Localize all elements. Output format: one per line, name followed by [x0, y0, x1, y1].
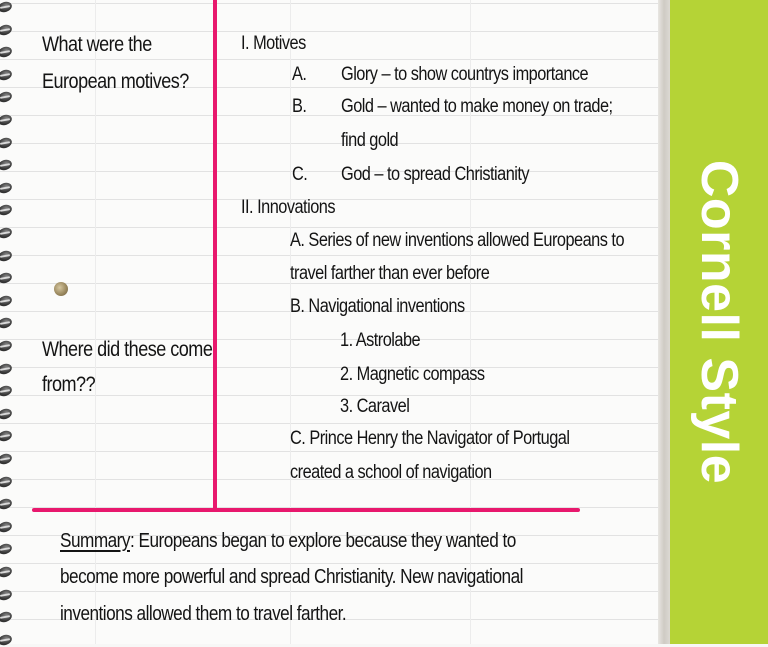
- spiral-ring-icon: [0, 429, 13, 443]
- spiral-ring-icon: [0, 0, 13, 14]
- spiral-ring-icon: [0, 90, 13, 104]
- notes-item-gold: Gold – wanted to make money on trade;: [341, 96, 613, 117]
- spiral-ring-icon: [0, 203, 13, 217]
- notes-innovation-a-line-1: A. Series of new inventions allowed Europeans to: [290, 230, 625, 251]
- spiral-ring-icon: [0, 610, 13, 624]
- spiral-ring-icon: [0, 475, 13, 489]
- spiral-ring-icon: [0, 633, 13, 647]
- notes-item-gold-continued: find gold: [341, 130, 399, 151]
- spiral-ring-icon: [0, 384, 13, 398]
- spiral-ring-icon: [0, 452, 13, 466]
- cue-question-2-line-2: from??: [42, 373, 96, 396]
- notes-item-glory: Glory – to show countrys importance: [341, 64, 589, 85]
- cue-question-1-line-2: European motives?: [42, 70, 189, 93]
- notes-innovation-b: B. Navigational inventions: [290, 296, 465, 317]
- summary-text-1: Europeans began to explore because they wanted to: [134, 530, 516, 552]
- punch-hole: [54, 282, 68, 296]
- spiral-ring-icon: [0, 362, 13, 376]
- summary-line-2: become more powerful and spread Christianity. New navigational: [60, 566, 523, 588]
- spiral-ring-icon: [0, 23, 13, 37]
- notes-marker-a: A.: [292, 64, 307, 85]
- spiral-ring-icon: [0, 136, 13, 150]
- spiral-ring-icon: [0, 249, 13, 263]
- summary-colon: :: [129, 530, 135, 552]
- spiral-ring-icon: [0, 316, 13, 330]
- summary-line-3: inventions allowed them to travel farther.: [60, 603, 347, 625]
- summary-label: Summary: [60, 530, 130, 552]
- notes-sub-compass: 2. Magnetic compass: [340, 364, 485, 385]
- notes-heading-innovations: II. Innovations: [241, 197, 335, 218]
- spiral-ring-icon: [0, 520, 13, 534]
- notes-marker-c: C.: [292, 164, 308, 185]
- spiral-ring-icon: [0, 588, 13, 602]
- spiral-ring-icon: [0, 294, 13, 308]
- spiral-ring-icon: [0, 271, 13, 285]
- spiral-ring-icon: [0, 497, 13, 511]
- paper-edge: [658, 0, 670, 644]
- cue-question-2-line-1: Where did these come: [42, 338, 213, 361]
- summary-line-1: [60, 530, 516, 553]
- spiral-ring-icon: [0, 181, 13, 195]
- spiral-ring-icon: [0, 226, 13, 240]
- notes-innovation-a-line-2: travel farther than ever before: [290, 263, 490, 284]
- notes-innovation-c-line-1: C. Prince Henry the Navigator of Portugal: [290, 428, 570, 449]
- notes-sub-caravel: 3. Caravel: [340, 396, 410, 417]
- cue-question-1-line-1: What were the: [42, 33, 152, 56]
- spiral-ring-icon: [0, 113, 13, 127]
- cue-column-divider: [213, 0, 217, 512]
- notes-item-god: God – to spread Christianity: [341, 164, 530, 185]
- banner-title: Cornell Style: [690, 159, 748, 485]
- spiral-ring-icon: [0, 158, 13, 172]
- notes-heading-motives: I. Motives: [241, 33, 306, 54]
- notes-marker-b: B.: [292, 96, 307, 117]
- spiral-ring-icon: [0, 339, 13, 353]
- notes-innovation-c-line-2: created a school of navigation: [290, 462, 492, 483]
- notes-sub-astrolabe: 1. Astrolabe: [340, 330, 421, 351]
- spiral-ring-icon: [0, 45, 13, 59]
- spiral-ring-icon: [0, 542, 13, 556]
- spiral-ring-icon: [0, 565, 13, 579]
- spiral-ring-icon: [0, 407, 13, 421]
- spiral-ring-icon: [0, 68, 13, 82]
- summary-divider: [32, 508, 580, 512]
- spiral-binding: [0, 0, 22, 644]
